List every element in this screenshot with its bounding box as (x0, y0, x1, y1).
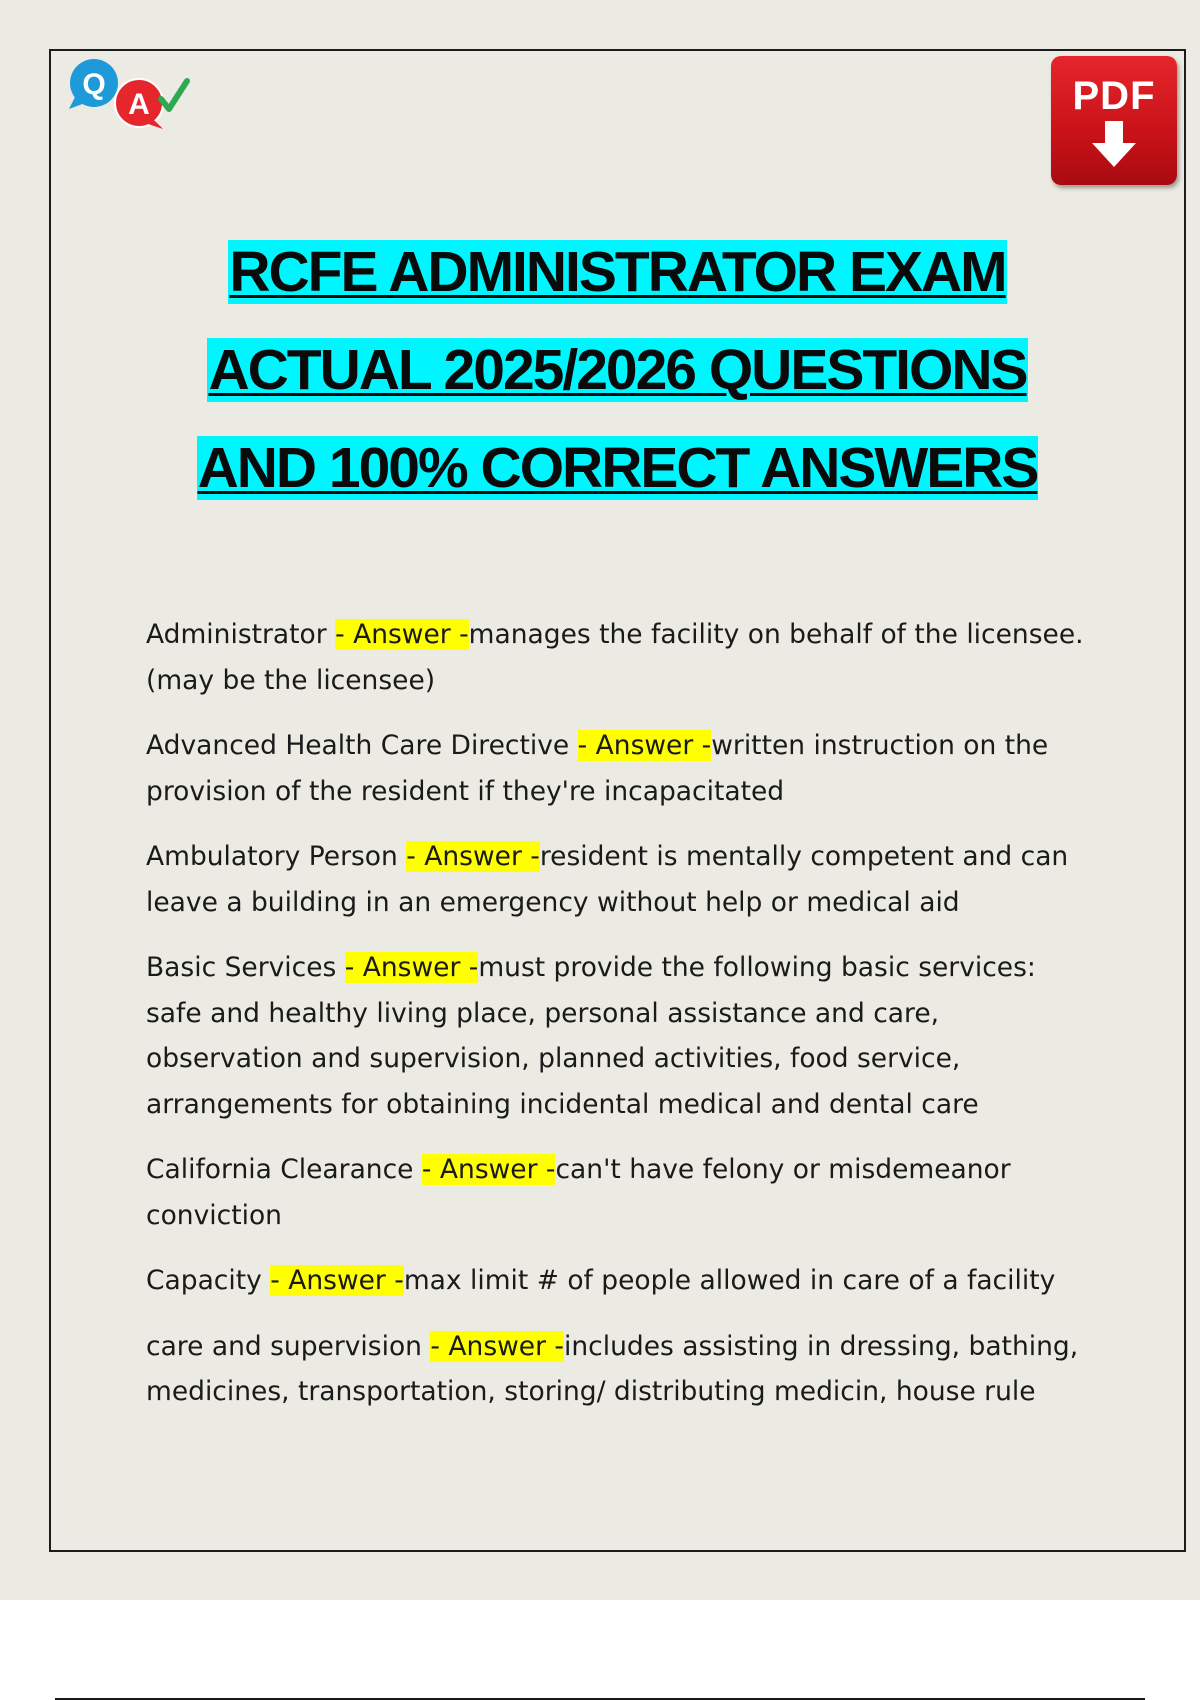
entry-definition: manages the facility on behalf of the licensee. (may be the licensee) (146, 619, 1084, 696)
answer-marker: - Answer - (335, 619, 469, 650)
entry-term: care and supervision (146, 1330, 431, 1362)
entry-term: Basic Services (146, 952, 345, 983)
qa-entry-administrator (146, 612, 1096, 703)
qa-entry-advanced-directive (146, 723, 1096, 814)
entry-definition: written instruction on the provision of the resident if they're incapacitated (146, 730, 1049, 807)
qa-entry-basic-services (146, 945, 1096, 1127)
entry-term: California Clearance (146, 1154, 422, 1185)
pdf-label: PDF (1072, 74, 1156, 118)
qa-entry-capacity (146, 1258, 1096, 1304)
document-title (60, 240, 1175, 534)
entry-definition: resident is mentally competent and can leave a building in an emergency without help or medical aid (146, 841, 1069, 918)
answer-marker: - Answer - (270, 1265, 404, 1296)
qa-entry-care-supervision (146, 1324, 1096, 1415)
title-line-1: RCFE ADMINISTRATOR EXAM (229, 240, 1006, 304)
qa-logo-icon (67, 57, 192, 129)
title-line-2: ACTUAL 2025/2026 QUESTIONS (208, 338, 1027, 402)
entry-term: Ambulatory Person (146, 841, 407, 872)
answer-marker: - Answer - (577, 730, 712, 761)
entry-definition: includes assisting in dressing, bathing, medicines, transportation, storing/ distributing medicin, house rule (146, 1330, 1079, 1407)
qa-entry-ambulatory-person (146, 834, 1096, 925)
qa-entries-list (146, 612, 1096, 1435)
logo-a-letter: A (128, 88, 150, 121)
entry-term: Administrator (146, 619, 336, 650)
checkmark-icon (161, 81, 187, 109)
entry-definition: must provide the following basic services: safe and healthy living place, personal assistance and care, observation and supervision, planned activities, food service, arrangements for obtaining incidental medical and dental care (146, 952, 1036, 1120)
down-arrow-icon (1092, 121, 1136, 167)
answer-marker: - Answer - (344, 952, 479, 983)
pdf-download-icon[interactable] (1051, 56, 1177, 185)
qa-entry-california-clearance (146, 1147, 1096, 1238)
answer-marker: - Answer - (406, 841, 540, 872)
entry-definition: can't have felony or misdemeanor conviction (146, 1154, 1011, 1231)
answer-marker: - Answer - (430, 1330, 564, 1362)
entry-definition: max limit # of people allowed in care of a facility (403, 1265, 1056, 1296)
entry-term: Capacity (146, 1265, 271, 1296)
logo-q-letter: Q (82, 68, 106, 101)
entry-term: Advanced Health Care Directive (146, 730, 578, 761)
answer-marker: - Answer - (421, 1154, 556, 1185)
title-line-3: AND 100% CORRECT ANSWERS (197, 436, 1038, 500)
